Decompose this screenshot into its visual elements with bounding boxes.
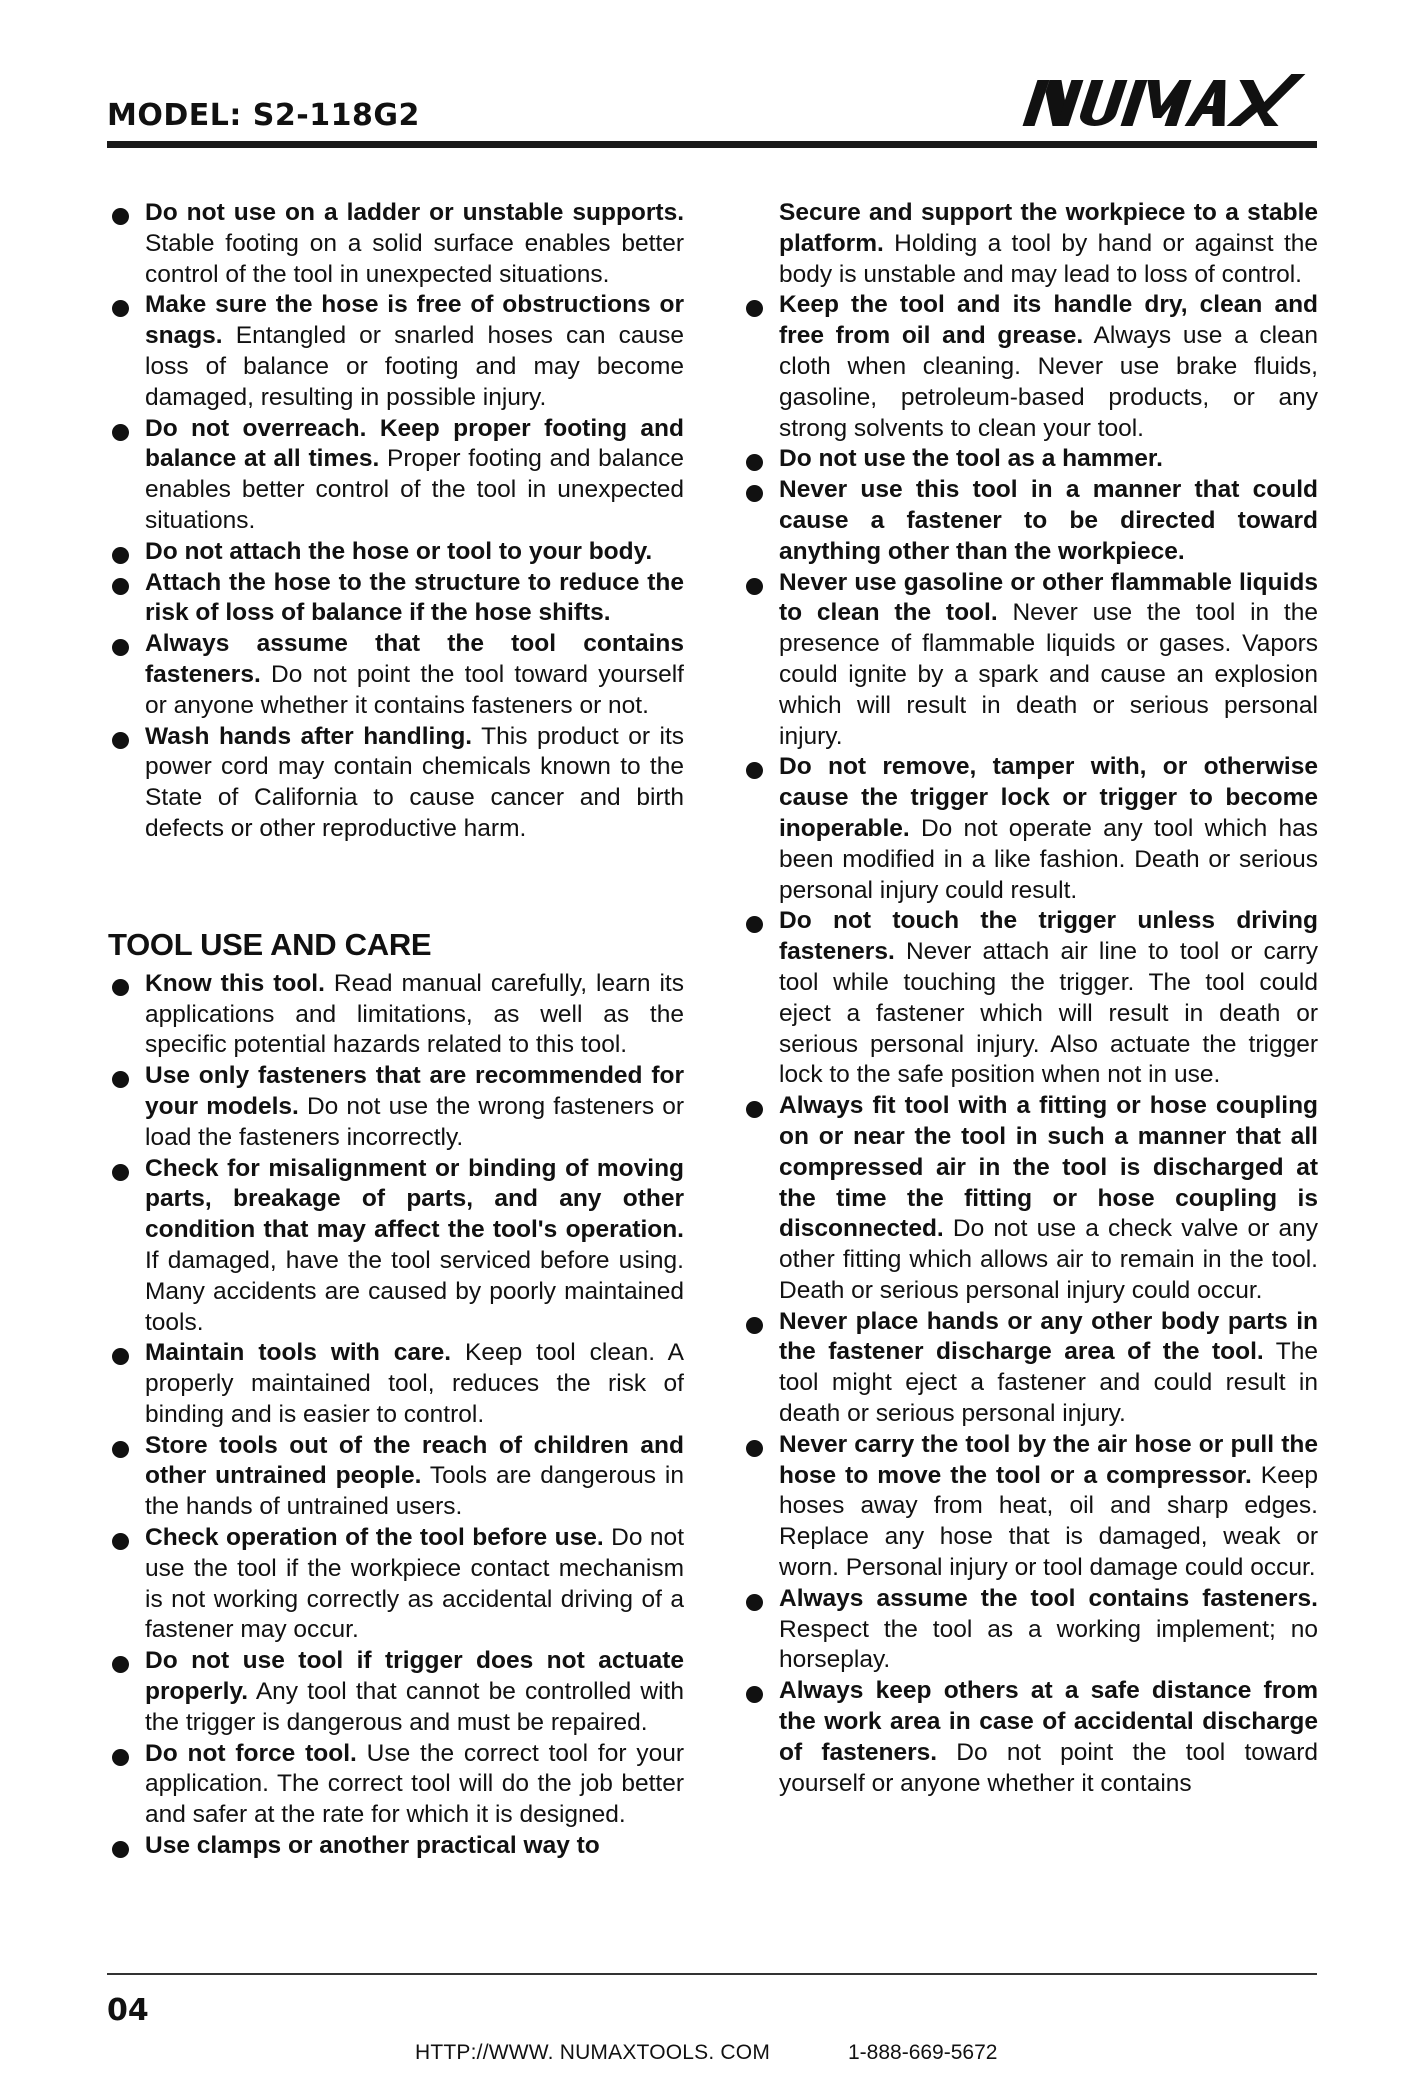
item-bold: Know this tool.: [145, 969, 325, 997]
item-text: Tools are dangerous in the hands of untrained users.: [145, 1462, 684, 1521]
bullet-icon: [112, 547, 129, 564]
bullet-icon: [112, 300, 129, 317]
item-bold: Do not use the tool as a hammer.: [779, 445, 1163, 473]
list-item: [742, 752, 1318, 906]
item-bold: Do not attach the hose or tool to your body.: [145, 537, 653, 565]
item-bold: Always assume the tool contains fasteners.: [779, 1584, 1318, 1612]
bullet-icon: [746, 578, 763, 595]
item-bold: Never use this tool in a manner that could cause a fastener to be directed toward anything other than the workpiece.: [779, 476, 1318, 565]
bullet-icon: [112, 208, 129, 225]
bullet-icon: [746, 916, 763, 933]
list-item: [742, 1676, 1318, 1799]
list-item: [108, 1831, 684, 1862]
list-item: [108, 1739, 684, 1831]
item-text: If damaged, have the tool serviced before using. Many accidents are caused by poorly maintained tools.: [145, 1246, 684, 1336]
list-item: [742, 1307, 1318, 1430]
item-text: Respect the tool as a working implement; no horseplay.: [779, 1615, 1318, 1674]
list-item: [742, 568, 1318, 753]
list-item: [742, 475, 1318, 567]
item-bold: Check for misalignment or binding of moving parts, breakage of parts, and any other condition that may affect the tool's operation.: [145, 1154, 684, 1244]
list-item: [108, 1061, 684, 1153]
bullet-icon: [112, 1071, 129, 1088]
item-bold: Keep the tool and its handle dry, clean and free from oil and grease.: [779, 291, 1318, 350]
item-bold: Wash hands after handling.: [145, 722, 473, 750]
bullet-icon: [112, 424, 129, 441]
item-bold: Always keep others at a safe distance from the work area in case of accidental discharge of fasteners.: [779, 1677, 1318, 1766]
section-title: TOOL USE AND CARE: [108, 926, 432, 962]
bullet-icon: [746, 454, 763, 471]
item-text: Never attach air line to tool or carry tool while touching the trigger. The tool could eject a fastener which will result in death or serious personal injury. Also actuate the trigger lock to the safe position when not in use.: [779, 938, 1318, 1089]
bullet-icon: [112, 1749, 129, 1766]
footer-phone: 1-888-669-5672: [848, 2041, 998, 2064]
item-bold: Always assume that the tool contains fasteners.: [145, 630, 684, 688]
bullet-icon: [112, 1164, 129, 1181]
item-bold: Do not overreach. Keep proper footing and balance at all times.: [145, 414, 684, 473]
right-list: [742, 290, 1318, 1799]
list-item: [108, 722, 684, 845]
item-text: Do not operate any tool which has been modified in a like fashion. Death or serious personal injury could result.: [779, 814, 1318, 904]
list-item-continuation: [742, 198, 1318, 290]
item-text: Do not use a check valve or any other fitting which allows air to remain in the tool. Death or serious personal injury could occur.: [779, 1215, 1318, 1304]
list-item: [108, 969, 684, 1061]
item-text: Always use a clean cloth when cleaning. Never use brake fluids, gasoline, petroleum-based products, or any strong solvents to clean your tool.: [779, 322, 1318, 442]
right-column: [742, 198, 1318, 1799]
left-top-list: [108, 198, 684, 845]
item-text: Read manual carefully, learn its applications and limitations, as well as the specific potential hazards related to this tool.: [145, 969, 684, 1059]
bullet-icon: [746, 1594, 763, 1611]
item-text: Keep hoses away from heat, oil and sharp edges. Replace any hose that is damaged, weak or worn. Personal injury or tool damage could occur.: [779, 1461, 1318, 1582]
item-bold: Never carry the tool by the air hose or pull the hose to move the tool or a compressor.: [779, 1430, 1318, 1489]
bullet-icon: [112, 1533, 129, 1550]
header-rule: [107, 141, 1317, 148]
item-bold: Use clamps or another practical way to: [145, 1832, 600, 1860]
bullet-icon: [746, 485, 763, 502]
list-item: [108, 414, 684, 537]
item-bold: Use only fasteners that are recommended for your models.: [145, 1062, 684, 1120]
tool-use-care-list: [108, 969, 684, 1862]
item-text: This product or its power cord may contain chemicals known to the State of California to cause cancer and birth defects or other reproductive harm.: [145, 722, 685, 842]
bullet-icon: [746, 762, 763, 779]
page-number: 04: [107, 1993, 149, 2028]
item-bold: Check operation of the tool before use.: [145, 1524, 604, 1552]
item-bold: Make sure the hose is free of obstructions or snags.: [145, 291, 684, 350]
list-item: [742, 444, 1318, 475]
bullet-icon: [746, 1440, 763, 1457]
item-text: The tool might eject a fastener and could result in death or serious personal injury.: [779, 1338, 1318, 1428]
item-text: Proper footing and balance enables better control of the tool in unexpected situations.: [145, 445, 684, 534]
item-text: Never use the tool in the presence of flammable liquids or gases. Vapors could ignite by a spark and cause an explosion which will result in death or serious personal injury.: [779, 599, 1318, 750]
list-item: [742, 906, 1318, 1091]
item-bold: Do not use tool if trigger does not actuate properly.: [145, 1647, 684, 1706]
bullet-icon: [746, 1317, 763, 1334]
list-item: [108, 537, 684, 568]
item-bold: Do not remove, tamper with, or otherwise cause the trigger lock or trigger to become inoperable.: [779, 753, 1318, 842]
list-item: [742, 290, 1318, 444]
list-item: [108, 568, 684, 630]
item-bold: Do not use on a ladder or unstable supports.: [145, 199, 684, 226]
footer-url: HTTP://WWW. NUMAXTOOLS. COM: [415, 2041, 771, 2064]
list-item: [108, 1646, 684, 1738]
list-item: [108, 1523, 684, 1646]
bullet-icon: [112, 1441, 129, 1458]
item-bold: Maintain tools with care.: [145, 1339, 452, 1367]
item-bold: Do not force tool.: [145, 1739, 357, 1767]
list-item: [108, 1431, 684, 1523]
bullet-icon: [746, 300, 763, 317]
item-bold: Store tools out of the reach of children and other untrained people.: [145, 1431, 684, 1490]
item-bold: Always fit tool with a fitting or hose coupling on or near the tool in such a manner that all compressed air in the tool is discharged at the time the fitting or hose coupling is disconnected.: [779, 1092, 1318, 1243]
item-text: Entangled or snarled hoses can cause loss of balance or footing and may become damaged, resulting in possible injury.: [145, 322, 684, 411]
bullet-icon: [112, 979, 129, 996]
item-bold: Never place hands or any other body parts in the fastener discharge area of the tool.: [779, 1307, 1318, 1366]
item-text: Do not use the wrong fasteners or load the fasteners incorrectly.: [145, 1092, 684, 1151]
bullet-icon: [112, 732, 129, 749]
list-item: [108, 198, 684, 290]
left-column: [108, 198, 684, 1862]
bullet-icon: [112, 639, 129, 656]
item-bold: Do not touch the trigger unless driving fasteners.: [779, 907, 1318, 966]
footer-rule: [107, 1973, 1317, 1975]
item-text: Holding a tool by hand or against the body is unstable and may lead to loss of control.: [779, 229, 1318, 288]
list-item: [742, 1430, 1318, 1584]
item-text: Do not use the tool if the workpiece contact mechanism is not working correctly as accidental driving of a fastener may occur.: [145, 1524, 684, 1644]
bullet-icon: [746, 1686, 763, 1703]
bullet-icon: [112, 578, 129, 595]
item-text: Any tool that cannot be controlled with the trigger is dangerous and must be repaired.: [145, 1678, 684, 1736]
item-bold: Never use gasoline or other flammable liquids to clean the tool.: [779, 568, 1318, 627]
item-text: Use the correct tool for your application. The correct tool will do the job better and safer at the rate for which it is designed.: [145, 1739, 684, 1829]
item-text: Do not point the tool toward yourself or anyone whether it contains: [779, 1738, 1318, 1797]
model-heading: MODEL: S2-118G2: [107, 98, 420, 133]
item-text: Do not point the tool toward yourself or anyone whether it contains fasteners or not.: [145, 660, 684, 719]
list-item: [108, 1338, 684, 1430]
numax-logo: [1010, 66, 1310, 136]
item-text: Stable footing on a solid surface enables better control of the tool in unexpected situations.: [145, 229, 684, 288]
item-bold: Secure and support the workpiece to a stable platform.: [779, 199, 1318, 257]
bullet-icon: [112, 1656, 129, 1673]
bullet-icon: [746, 1101, 763, 1118]
numax-logo-graphic: [1010, 66, 1310, 136]
item-text: Keep tool clean. A properly maintained tool, reduces the risk of binding and is easier to control.: [145, 1339, 684, 1428]
list-item: [108, 290, 684, 413]
item-bold: Attach the hose to the structure to reduce the risk of loss of balance if the hose shifts.: [145, 568, 684, 627]
list-item: [108, 1154, 684, 1339]
list-item: [108, 629, 684, 721]
bullet-icon: [112, 1348, 129, 1365]
bullet-icon: [112, 1841, 129, 1858]
list-item: [742, 1091, 1318, 1307]
list-item: [742, 1584, 1318, 1676]
